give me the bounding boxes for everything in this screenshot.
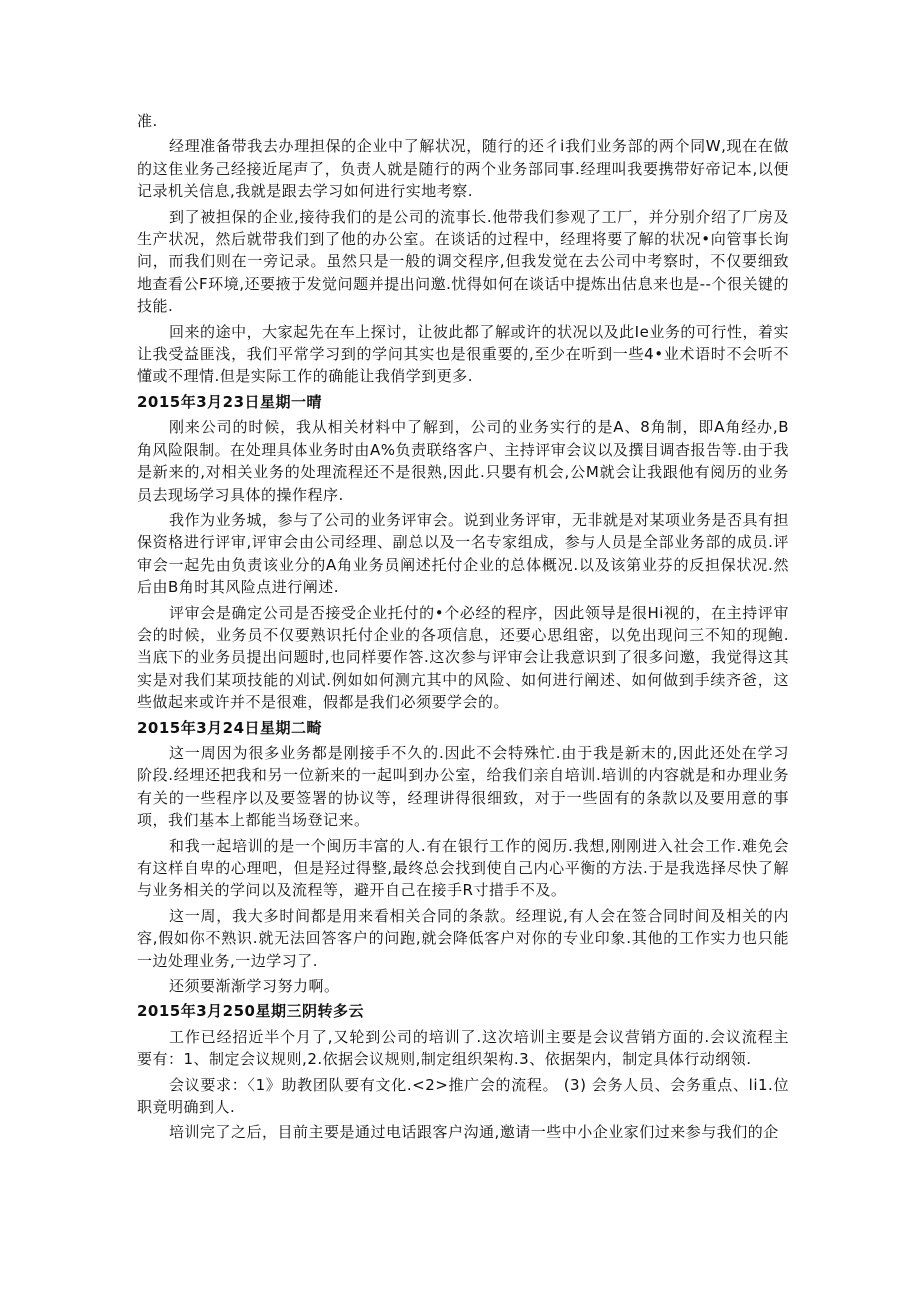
paragraph: 工作已经招近半个月了,又轮到公司的培训了.这次培训主要是会议营销方面的.会议流程主要有：1、制定会议规则,2.依据会议规则,制定组织架构.3、依据架内，制定具体行动纲领.	[137, 1027, 789, 1069]
paragraph: 回来的途中，大家起先在车上探讨，让彼此都了解或许的状况以及此Ie业务的可行性，着实让我受益匪浅，我们平常学习到的学问其实也是很重要的,至少在听到一些4•业术语时不会听不懂或不理情.但是实际工作的确能让我俏学到更多.	[137, 322, 789, 386]
paragraph: 到了被担保的企业,接待我们的是公司的流事长.他带我们参观了工厂，并分别介绍了厂房及生产状况，然后就带我们到了他的办公室。在谈话的过程中，经理将要了解的状况•向管事长询问，而我们则在一旁记录。虽然只是一般的调交程序,但我发觉在去公司中考察时，不仅要细致地查看公F环境,还要掖于发觉问题并提出问邀.忧得如何在谈话中提炼出估息来也是--个很关键的技能.	[137, 207, 789, 316]
paragraph: 还须要渐渐学习努力啊。	[169, 977, 340, 996]
diary-date-heading: 2015年3月23日星期一晴	[137, 392, 323, 411]
paragraph: 刚来公司的时候，我从相关材料中了解到，公司的业务实行的是A、8角制，即A角经办,B角风险限制。在处理具体业务时由A%负责联络客户、主持评审会议以及撰目调杳报告等.由于我是新来的,对相关业务的处理流程还不是很熟,因此.只嬰有机会,公M就会让我跟他有阅历的业务员去现场学习具体的操作程序.	[137, 418, 789, 504]
paragraph: 这一周，我大多时间都是用来看相关合同的条款。经理说,有人会在签合同时间及相关的内容,假如你不熟识.就无法回答客户的问跑,就会降低客户对你的专业印象.其他的工作实力也只能一边处理业务,一边学习了.	[137, 906, 789, 970]
diary-date-heading: 2015年3月250星期三阴转多云	[137, 1002, 364, 1021]
paragraph: 准.	[137, 112, 158, 130]
paragraph: 和我一起培训的是一个闽历丰富的人.有在银行工作的阅历.我想,刚刚进入社会工作.难免会有这样自卑的心理吧，但是羟过得整,最终总会找到使自己内心平衡的方法.于是我选择尽快了解与业务相关的学问以及流程等，避开自己在接手R寸措手不及。	[137, 836, 789, 900]
paragraph: 经理准备带我去办理担保的企业中了解状况，随行的还彳i我们业务部的两个同W,现在在做的这隹业务己经接近尾声了，负责人就是随行的两个业务部同事.经理叫我要携带好帝记本,以便记录机关信息,我就是跟去学习如何进行实地考察.	[137, 137, 789, 201]
paragraph: 这一周因为很多业务都是刚接手不久的.因此不会特殊忙.由于我是新末的,因此还处在学习阶段.经埋还把我和另一位新来的一起叫到办公室，给我们亲自培训.培训的内容就是和办理业务有关的一些程序以及要签署的协议等，经理讲得很细致，对于一些固有的条款以及要用意的事项，我们基本上都能当场登记来。	[137, 743, 789, 830]
document-page	[137, 110, 789, 1147]
diary-date-heading: 2015年3月24日星期二畸	[137, 718, 323, 737]
paragraph: 我作为业务城，参与了公司的业务评审会。说到业务评审，无非就是对某项业务是否具有担保资格进行评审,评审会由公司经理、副总以及一名专家组成，参与人员是全部业务部的成员.评审会一起先由负责该业分的A角业务员阐述托付企业的总体概况.以及该第业芬的反担保状况.然后由B角时其风险点进行阐述.	[137, 510, 790, 597]
paragraph: 培训完了之后，目前主要是通过电话跟客户沟通,邀请一些中小企业家们过来参与我们的企	[169, 1123, 779, 1142]
paragraph: 会议要求：〈1》助教团队要有文化.<2>推广会的流程。 (3) 会务人员、会务重点、li1.位职竟明确到人.	[137, 1075, 789, 1117]
paragraph: 评审会是确定公司是否接受企业托付的•个必经的程序，因此领导是很Hi视的，在主持评审会的时候，业务员不仅要熟识托付企业的各项信息，还要心思组密，以免出现问三不知的现鲍.当底下的业务员提出问题时,也同样要作答.这次参与评审会让我意识到了很多问邀，我觉得这其实是对我们某项技能的刈试.例如如何测亢其中的风险、如何进行阐述、如何做到手续齐爸，这些做起来或许并不是很难，假都是我们必须要学会的。	[137, 603, 789, 712]
